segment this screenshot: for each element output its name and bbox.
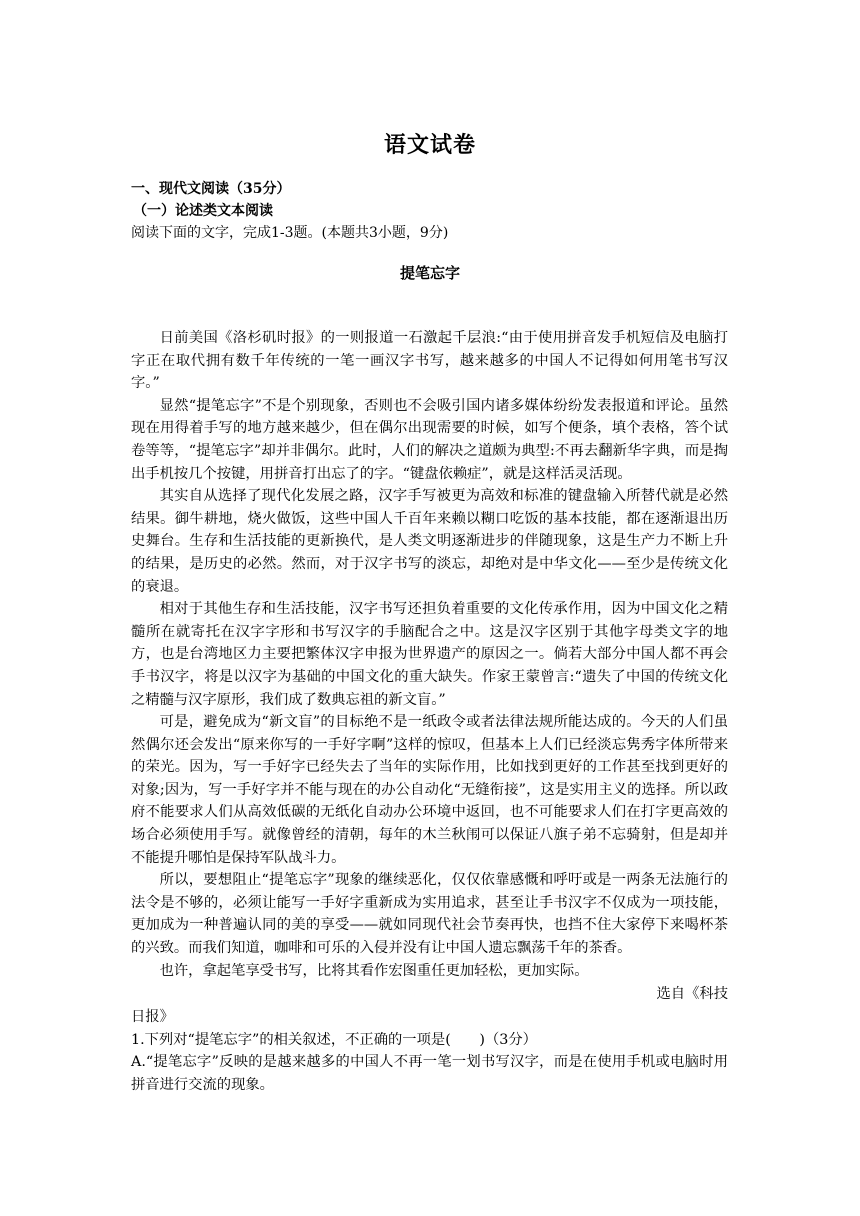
paragraph: 可是，避免成为“新文盲”的目标绝不是一纸政令或者法律法规所能达成的。今天的人们虽然偶尔还会发出“原来你写的一手好字啊”这样的惊叹，但基本上人们已经淡忘隽秀字体所带来的荣光。因为，写一手好字已经失去了当年的实际作用，比如找到更好的工作甚至找到更好的对象;因为，写一手好字并不能与现在的办公自动化“无缝衔接”，这是实用主义的选择。所以政府不能要求人们从高效低碳的无纸化自动办公环境中返回，也不可能要求人们在打字更高效的场合必须使用手写。就像曾经的清朝，每年的木兰秋闱可以保证八旗子弟不忘骑射，但是却并不能提升哪怕是保持军队战斗力。	[131, 714, 728, 866]
paragraph: 相对于其他生存和生活技能，汉字书写还担负着重要的文化传承作用，因为中国文化之精髓所在就寄托在汉字字形和书写汉字的手脑配合之中。这是汉字区别于其他字母类文字的地方，也是台湾地区力主要把繁体汉字申报为世界遗产的原因之一。倘若大部分中国人都不再会手书汉字，将是以汉字为基础的中国文化的重大缺失。作家王蒙曾言:“遗失了中国的传统文化之精髓与汉字原形，我们成了数典忘祖的新文盲。”	[131, 601, 728, 708]
article-body	[131, 327, 728, 982]
paragraph: 其实自从选择了现代化发展之路，汉字手写被更为高效和标准的键盘输入所替代就是必然结果。御牛耕地，烧火做饭，这些中国人千百年来赖以糊口吃饭的基本技能，都在逐渐退出历史舞台。生存和生活技能的更新换代，是人类文明逐渐进步的伴随现象，这是生产力不断上升的结果，是历史的必然。然而，对于汉字书写的淡忘，却绝对是中华文化——至少是传统文化的衰退。	[131, 488, 728, 595]
paragraph: 所以，要想阻止“提笔忘字”现象的继续恶化，仅仅依靠感慨和呼吁或是一两条无法施行的法令是不够的，必须让能写一手好字重新成为实用追求，甚至让手书汉字不仅成为一项技能，更加成为一种普遍认同的美的享受——就如同现代社会节奏再快，也挡不住大家停下来喝杯茶的兴致。而我们知道，咖啡和可乐的入侵并没有让中国人遗忘飘荡千年的茶香。	[131, 872, 728, 957]
source-line-2: 日报》	[131, 1008, 174, 1025]
paragraph: 也许，拿起笔享受书写，比将其看作宏图重任更加轻松，更加实际。	[159, 962, 589, 979]
page-title: 语文试卷	[383, 132, 476, 158]
question-1: 1.下列对“提笔忘字”的相关叙述，不正确的一项是( )（3分）	[131, 1032, 537, 1048]
source-line-1: 选自《科技	[656, 986, 728, 1002]
instruction-text: 阅读下面的文字，完成1-3题。(本题共3小题，9分)	[131, 225, 449, 241]
source-citation	[131, 983, 728, 1028]
section-heading: 一、现代文阅读（35分）	[131, 181, 291, 197]
subsection-heading: （一）论述类文本阅读	[133, 203, 273, 219]
paragraph: 显然“提笔忘字”不是个别现象，否则也不会吸引国内诸多媒体纷纷发表报道和评论。虽然现在用得着手写的地方越来越少，但在偶尔出现需要的时候，如写个便条，填个表格，答个试卷等等，“提笔忘字”却并非偶尔。此时，人们的解决之道颇为典型:不再去翻新华字典，而是掏出手机按几个按键，用拼音打出忘了的字。“键盘依赖症”，就是这样活灵活现。	[131, 397, 728, 482]
article-title: 提笔忘字	[399, 264, 460, 282]
question-1-option-a: A.“提笔忘字”反映的是越来越多的中国人不再一笔一划书写汉字，而是在使用手机或电脑时用拼音进行交流的现象。	[131, 1054, 728, 1093]
paragraph: 日前美国《洛杉矶时报》的一则报道一石激起千层浪:“由于使用拼音发手机短信及电脑打字正在取代拥有数千年传统的一笔一画汉字书写，越来越多的中国人不记得如何用笔书写汉字。”	[131, 330, 728, 392]
